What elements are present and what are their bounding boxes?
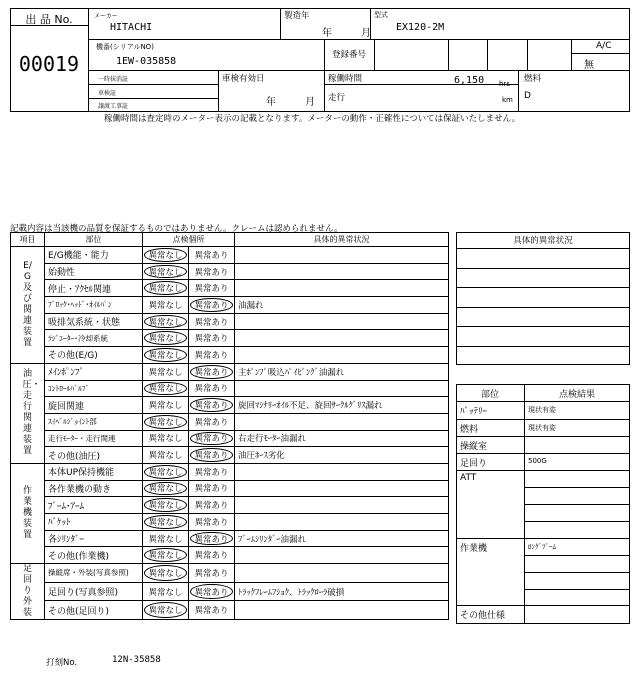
- detail-cell: [235, 480, 449, 497]
- stamp-label: 打刻No.: [46, 658, 78, 668]
- detail-cell: [235, 347, 449, 364]
- check-abnormal[interactable]: 異常あり: [189, 297, 235, 314]
- lot-label: 出 品 No.: [25, 13, 73, 26]
- result-value: 500G: [528, 457, 547, 465]
- selected-circle: [144, 348, 187, 362]
- check-abnormal[interactable]: 異常あり: [189, 247, 235, 264]
- group-label: 作業機装置: [11, 463, 45, 563]
- part-cell: 走行ﾓｰﾀｰ・走行関連: [45, 430, 143, 447]
- result-subline: [524, 589, 630, 590]
- part-cell: ｺﾝﾄﾛｰﾙﾊﾞﾙﾌﾞ: [45, 380, 143, 397]
- check-normal[interactable]: 異常なし: [143, 447, 189, 464]
- check-normal[interactable]: 異常なし: [143, 263, 189, 280]
- check-normal[interactable]: 異常なし: [143, 380, 189, 397]
- result-value: 現状有姿: [528, 406, 556, 414]
- inspection-row: [11, 547, 449, 564]
- part-cell: 各作業機の動き: [45, 480, 143, 497]
- year-month-value: 年 月: [322, 28, 374, 39]
- detail-cell: ﾄﾗｯｸﾌﾚｰﾑﾌｼｮｸ、ﾄﾗｯｸﾛｰﾗ破損: [235, 582, 449, 601]
- part-cell: 始動性: [45, 263, 143, 280]
- detail-line: [456, 248, 630, 249]
- selected-circle: [144, 281, 187, 295]
- inspection-row: [11, 480, 449, 497]
- detail-cell: 主ﾎﾟﾝﾌﾟ吸込ﾊﾟｲﾋﾟﾝｸﾞ油漏れ: [235, 363, 449, 380]
- hours-note: 稼働時間は査定時のメーター表示の記載となります。メーターの動作・正確性については保証いたしません。: [104, 114, 521, 124]
- inspection-row: [11, 380, 449, 397]
- inspection-valid-label: 車検有効日: [222, 74, 265, 84]
- result-part: 操縦室: [460, 442, 488, 452]
- right-col-part: 部位: [480, 390, 499, 400]
- hours-unit: hrs: [499, 80, 510, 88]
- check-normal[interactable]: 異常なし: [143, 297, 189, 314]
- result-part: ATT: [460, 473, 477, 483]
- selected-circle: [144, 602, 187, 618]
- maker-value: HITACHI: [110, 22, 153, 33]
- inspection-row: [11, 514, 449, 531]
- detail-cell: [235, 463, 449, 480]
- check-abnormal[interactable]: 異常あり: [189, 480, 235, 497]
- check-abnormal[interactable]: 異常あり: [189, 330, 235, 347]
- detail-cell: [235, 263, 449, 280]
- check-abnormal[interactable]: 異常あり: [189, 601, 235, 620]
- inspection-row: [11, 363, 449, 380]
- right-detail-header: 具体的異常状況: [513, 236, 573, 246]
- registration-label: 登録番号: [332, 50, 367, 60]
- model-label: 型式: [374, 11, 388, 19]
- ac-label: A/C: [596, 41, 612, 51]
- check-abnormal[interactable]: 異常あり: [189, 263, 235, 280]
- travel-label: 走行: [328, 93, 346, 103]
- check-normal[interactable]: 異常なし: [143, 497, 189, 514]
- part-cell: E/G機能・能力: [45, 247, 143, 264]
- part-cell: 停止・ｱｸｾﾙ関連: [45, 280, 143, 297]
- detail-cell: [235, 247, 449, 264]
- serial-label: 機番(シリアルNO): [96, 43, 154, 51]
- check-normal[interactable]: 異常なし: [143, 313, 189, 330]
- check-normal[interactable]: 異常なし: [143, 247, 189, 264]
- check-normal[interactable]: 異常なし: [143, 547, 189, 564]
- check-abnormal[interactable]: 異常あり: [189, 380, 235, 397]
- part-cell: その他(油圧): [45, 447, 143, 464]
- part-cell: ｽｲﾍﾞﾙｼﾞｮｲﾝﾄ部: [45, 413, 143, 430]
- inspection-row: [11, 530, 449, 547]
- selected-circle: [144, 415, 187, 429]
- selected-circle: [190, 298, 233, 312]
- part-cell: ﾌﾞﾛｯｸ･ﾍｯﾄﾞ･ｵｲﾙﾊﾟﾝ: [45, 297, 143, 314]
- check-abnormal[interactable]: 異常あり: [189, 363, 235, 380]
- km-unit: km: [502, 96, 513, 104]
- detail-cell: 右走行ﾓｰﾀｰ油漏れ: [235, 430, 449, 447]
- selected-circle: [144, 565, 187, 581]
- check-normal[interactable]: 異常なし: [143, 601, 189, 620]
- part-cell: 吸排気系統・状態: [45, 313, 143, 330]
- inspection-table: [10, 232, 448, 624]
- result-row-line: [456, 436, 630, 437]
- col-item-header: 項目: [11, 233, 45, 247]
- disclaimer: 記載内容は当該機の品質を保証するものではありません。クレームは認められません。: [10, 224, 343, 234]
- result-part: その他仕様: [460, 611, 506, 621]
- selected-circle: [190, 432, 233, 446]
- detail-line: [456, 326, 630, 327]
- part-cell: 操縦席・外装(写真参照): [45, 564, 143, 583]
- result-value: ﾛﾝｸﾞﾌﾞｰﾑ: [528, 543, 556, 551]
- detail-line: [456, 287, 630, 288]
- check-abnormal[interactable]: 異常あり: [189, 530, 235, 547]
- result-subline: [524, 555, 630, 556]
- check-abnormal[interactable]: 異常あり: [189, 280, 235, 297]
- check-normal[interactable]: 異常なし: [143, 347, 189, 364]
- selected-circle: [144, 248, 187, 262]
- result-part: ﾊﾞｯﾃﾘｰ: [460, 407, 488, 417]
- fuel-value: D: [524, 91, 531, 101]
- result-part: 燃料: [460, 425, 479, 435]
- detail-line: [456, 268, 630, 269]
- detail-cell: [235, 380, 449, 397]
- year-label: 製造年: [284, 11, 310, 21]
- selected-circle: [144, 498, 187, 512]
- stamp-value: 12N-35858: [112, 655, 161, 665]
- part-cell: ﾒｲﾝﾎﾟﾝﾌﾟ: [45, 363, 143, 380]
- check-abnormal[interactable]: 異常あり: [189, 447, 235, 464]
- group-label: E/G及び関連装置: [11, 247, 45, 364]
- serial-value: 1EW-035858: [116, 56, 177, 67]
- result-row-line: [456, 419, 630, 420]
- detail-cell: ﾌﾞｰﾑｼﾘﾝﾀﾞｰ油漏れ: [235, 530, 449, 547]
- result-row-line: [456, 453, 630, 454]
- result-row-line: [456, 605, 630, 606]
- check-abnormal[interactable]: 異常あり: [189, 313, 235, 330]
- maker-label: メーカー: [94, 13, 118, 20]
- part-cell: 足回り(写真参照): [45, 582, 143, 601]
- part-cell: ﾌﾞｰﾑ･ｱｰﾑ: [45, 497, 143, 514]
- check-abnormal[interactable]: 異常あり: [189, 463, 235, 480]
- check-abnormal[interactable]: 異常あり: [189, 582, 235, 601]
- fuel-label: 燃料: [524, 74, 542, 84]
- result-row-line: [456, 401, 630, 402]
- check-normal[interactable]: 異常なし: [143, 530, 189, 547]
- hours-value: 6,150: [454, 75, 485, 86]
- check-abnormal[interactable]: 異常あり: [189, 497, 235, 514]
- detail-line: [456, 307, 630, 308]
- check-abnormal[interactable]: 異常あり: [189, 564, 235, 583]
- inspection-row: [11, 582, 449, 601]
- result-part: 足回り: [460, 459, 488, 469]
- selected-circle: [144, 515, 187, 529]
- detail-cell: [235, 514, 449, 531]
- part-cell: 各ｼﾘﾝﾀﾞｰ: [45, 530, 143, 547]
- check-abnormal[interactable]: 異常あり: [189, 397, 235, 414]
- check-normal[interactable]: 異常なし: [143, 363, 189, 380]
- part-cell: ﾗｼﾞｴｰﾀｰ･冷却系統: [45, 330, 143, 347]
- right-col-result: 点検結果: [558, 390, 595, 400]
- group-label: 油圧・走行関連装置: [11, 363, 45, 463]
- model-value: EX120-2M: [396, 22, 445, 33]
- inspection-row: [11, 263, 449, 280]
- check-abnormal[interactable]: 異常あり: [189, 413, 235, 430]
- inspection-row: [11, 463, 449, 480]
- selected-circle: [190, 365, 233, 379]
- selected-circle: [190, 448, 233, 462]
- detail-cell: [235, 280, 449, 297]
- inspection-row: [11, 330, 449, 347]
- result-row-line: [456, 538, 630, 539]
- result-subline: [524, 487, 630, 488]
- detail-cell: 油漏れ: [235, 297, 449, 314]
- inspection-row: [11, 247, 449, 264]
- inspection-row: [11, 280, 449, 297]
- result-part: 作業機: [460, 544, 488, 554]
- inspection-row: [11, 313, 449, 330]
- check-normal[interactable]: 異常なし: [143, 564, 189, 583]
- check-abnormal[interactable]: 異常あり: [189, 430, 235, 447]
- check-normal[interactable]: 異常なし: [143, 413, 189, 430]
- detail-cell: 油圧ﾎｰｽ劣化: [235, 447, 449, 464]
- part-cell: その他(E/G): [45, 347, 143, 364]
- result-subline: [524, 521, 630, 522]
- inspection-row: [11, 564, 449, 583]
- check-normal[interactable]: 異常なし: [143, 480, 189, 497]
- check-normal[interactable]: 異常なし: [143, 430, 189, 447]
- check-normal[interactable]: 異常なし: [143, 582, 189, 601]
- selected-circle: [144, 465, 187, 479]
- inspection-row: [11, 447, 449, 464]
- check-normal[interactable]: 異常なし: [143, 463, 189, 480]
- detail-cell: [235, 564, 449, 583]
- result-value: 現状有姿: [528, 424, 556, 432]
- inspection-row: [11, 397, 449, 414]
- result-row-line: [456, 470, 630, 471]
- detail-cell: 旋回ﾏｼﾅﾘｰｵｲﾙ不足、旋回ｻｰｸﾙｸﾞﾘｽ漏れ: [235, 397, 449, 414]
- check-normal[interactable]: 異常なし: [143, 280, 189, 297]
- temp-reg-label: 一時抹消証: [98, 76, 129, 83]
- result-subline: [524, 504, 630, 505]
- lot-number: 00019: [18, 52, 80, 76]
- group-label: 足回り外装: [11, 564, 45, 620]
- check-abnormal[interactable]: 異常あり: [189, 547, 235, 564]
- selected-circle: [144, 382, 187, 396]
- result-subline: [524, 572, 630, 573]
- part-cell: ﾊﾞｹｯﾄ: [45, 514, 143, 531]
- part-cell: その他(足回り): [45, 601, 143, 620]
- ac-value: 無: [584, 60, 594, 71]
- check-normal[interactable]: 異常なし: [143, 397, 189, 414]
- col-part-header: 部位: [45, 233, 143, 247]
- inspection-valid-value: 年 月: [266, 97, 318, 108]
- part-cell: 旋回関連: [45, 397, 143, 414]
- check-normal[interactable]: 異常なし: [143, 330, 189, 347]
- inspection-row: [11, 601, 449, 620]
- col-detail-header: 具体的異常状況: [235, 233, 449, 247]
- inspection-row: [11, 297, 449, 314]
- inspection-row: [11, 413, 449, 430]
- inspection-row: [11, 497, 449, 514]
- detail-cell: [235, 413, 449, 430]
- part-cell: 本体UP保持機能: [45, 463, 143, 480]
- inspection-row: [11, 347, 449, 364]
- transfer-cert-label: 譲渡工事証: [98, 103, 129, 110]
- inspection-row: [11, 430, 449, 447]
- part-cell: その他(作業機): [45, 547, 143, 564]
- check-abnormal[interactable]: 異常あり: [189, 347, 235, 364]
- selected-circle: [190, 398, 233, 412]
- hours-label: 稼働時間: [328, 74, 363, 84]
- detail-cell: [235, 601, 449, 620]
- col-check-header: 点検個所: [143, 233, 235, 247]
- check-abnormal[interactable]: 異常あり: [189, 514, 235, 531]
- inspection-cert-label: 車検証: [98, 90, 117, 97]
- detail-line: [456, 346, 630, 347]
- detail-cell: [235, 330, 449, 347]
- detail-cell: [235, 547, 449, 564]
- selected-circle: [144, 548, 187, 562]
- check-normal[interactable]: 異常なし: [143, 514, 189, 531]
- detail-cell: [235, 497, 449, 514]
- detail-cell: [235, 313, 449, 330]
